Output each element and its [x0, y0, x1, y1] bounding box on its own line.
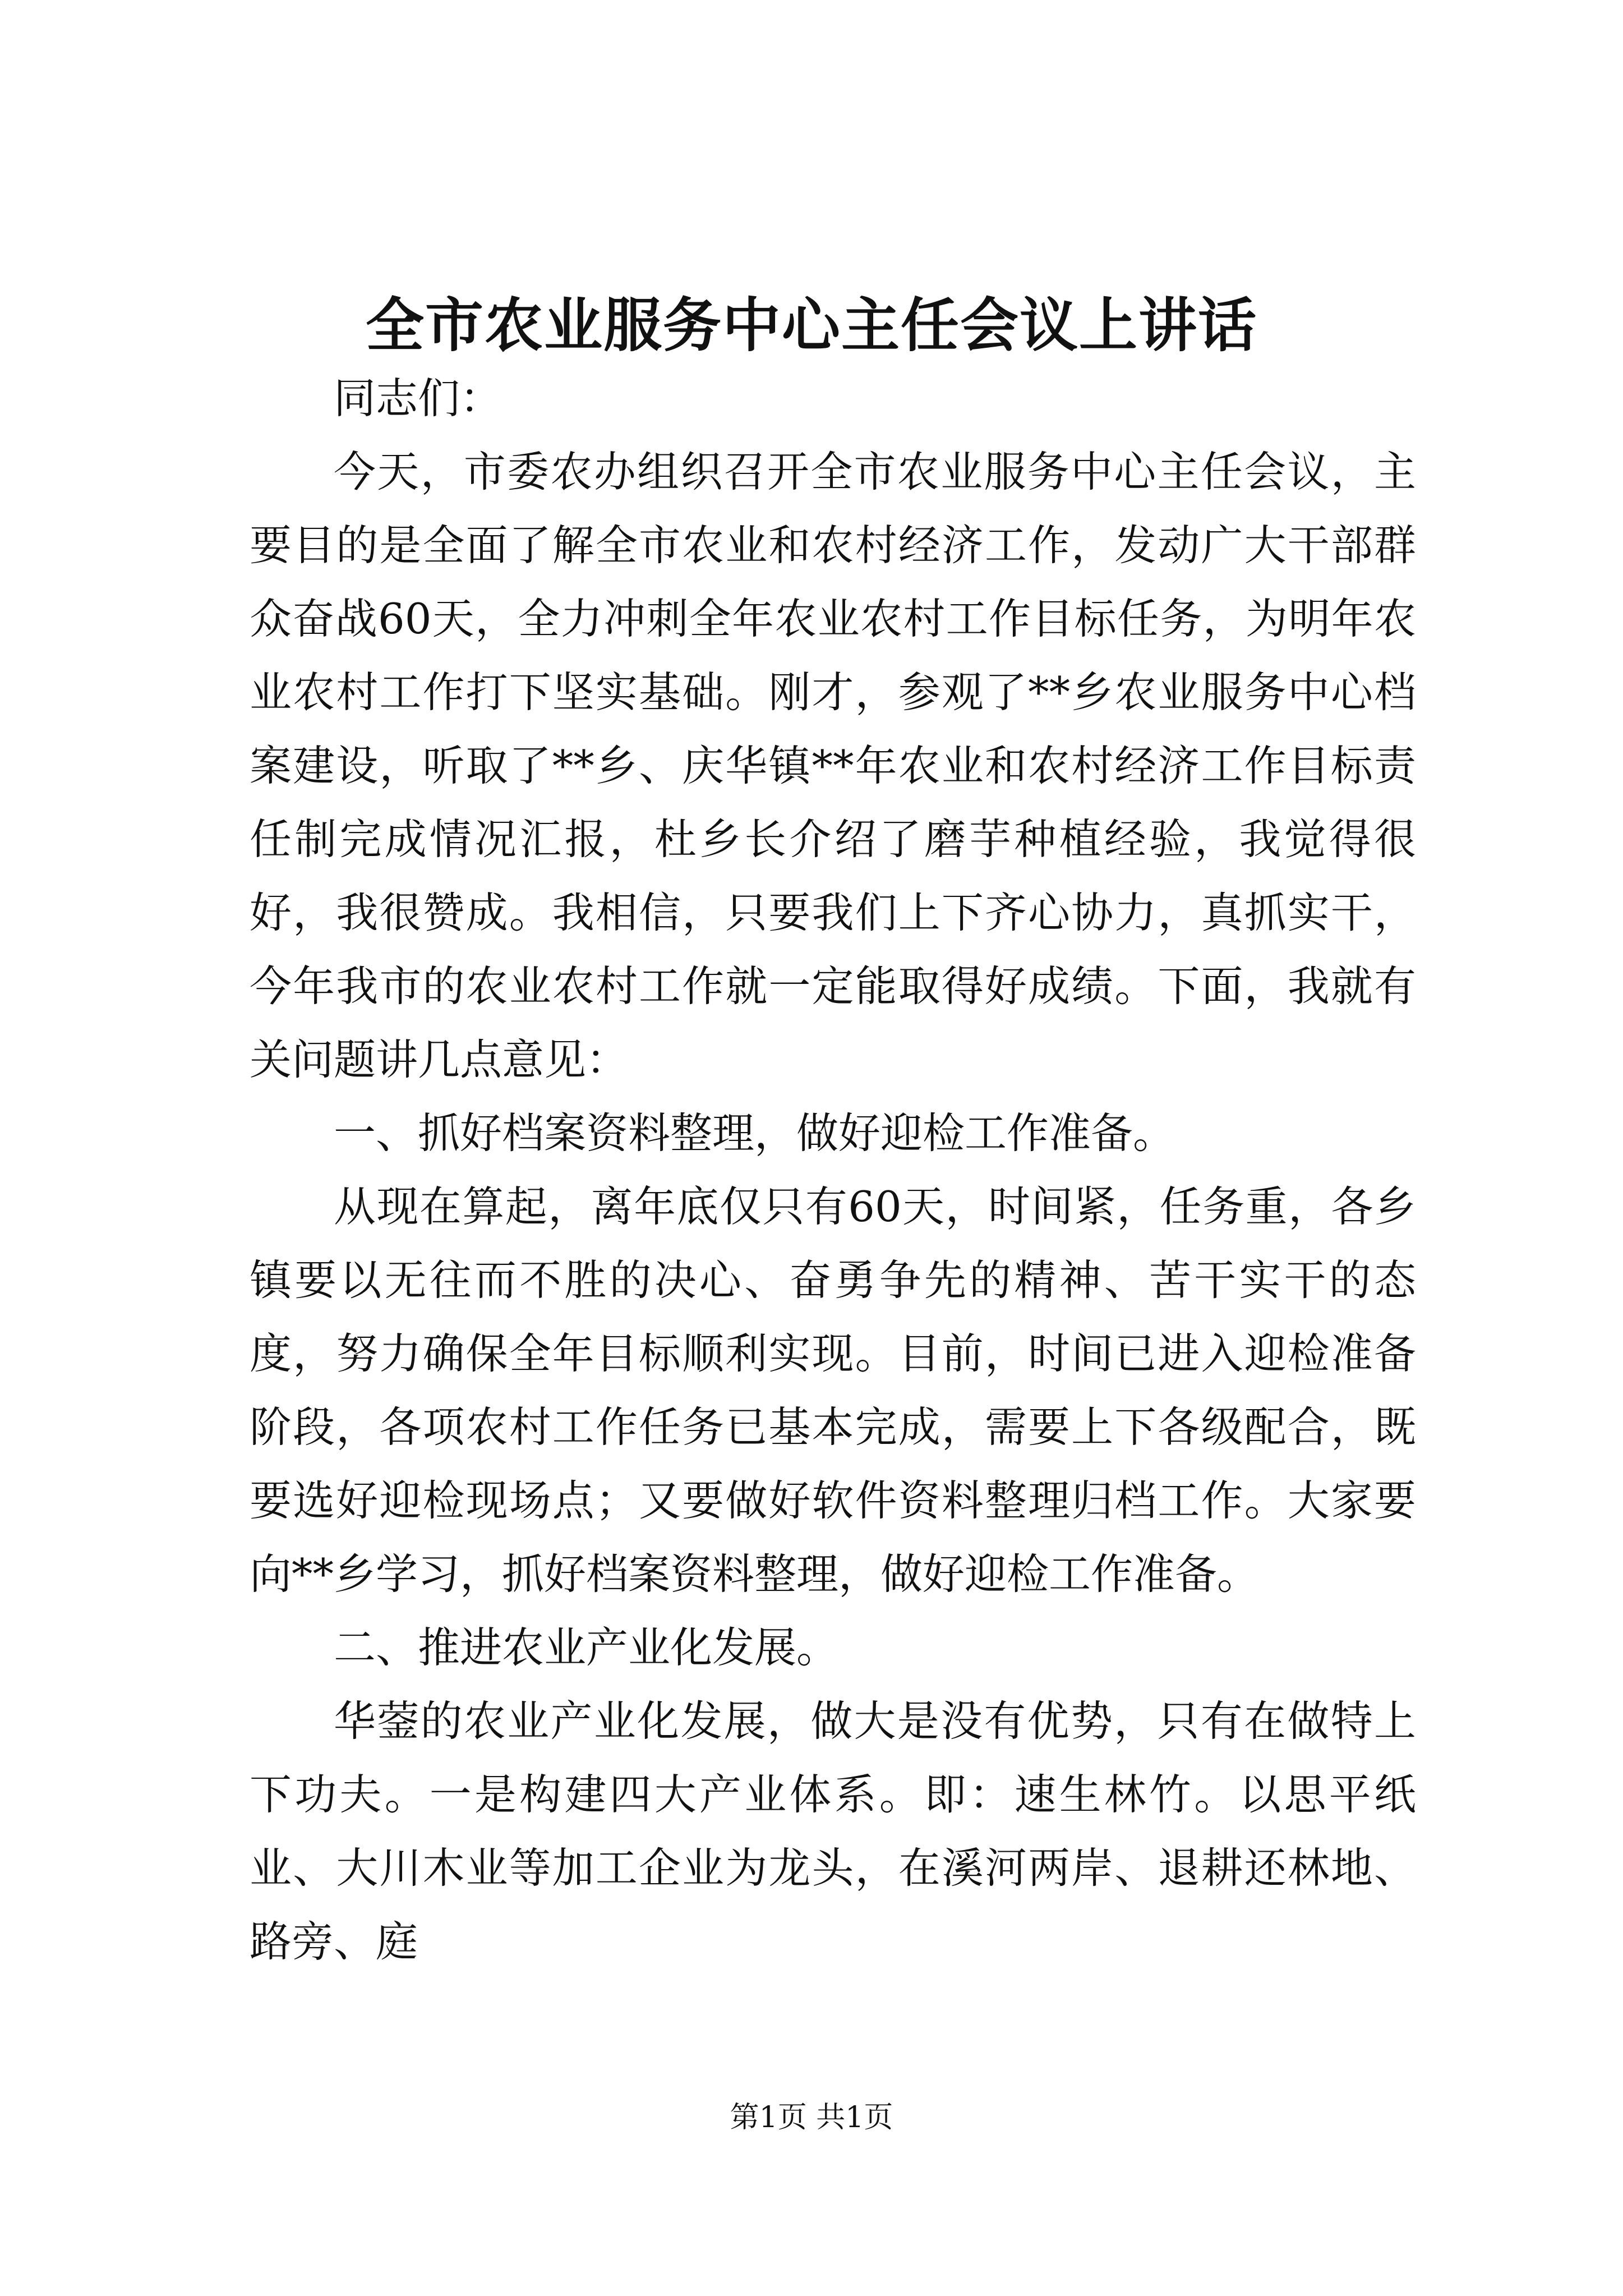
- greeting-paragraph: 同志们：: [334, 374, 502, 423]
- section-1-paragraph: 从现在算起，离年底仅只有60天，时间紧，任务重，各乡镇要以无往而不胜的决心、奋勇争先的精神、苦干实干的态度，努力确保全年目标顺利实现。目前，时间已进入迎检准备阶段，各项农村工作任务已基本完成，需要上下各级配合，既要选好迎检现场点；又要做好软件资料整理归档工作。大家要向**乡学习，抓好档案资料整理，做好迎检工作准备。: [250, 1182, 1416, 1599]
- document-title: 全市农业服务中心主任会议上讲话: [365, 291, 1257, 360]
- section-heading-1: 一、抓好档案资料整理，做好迎检工作准备。: [334, 1108, 1175, 1158]
- page-footer: 第1页 共1页: [730, 2101, 893, 2134]
- document-body: [250, 362, 1416, 1978]
- intro-paragraph: 今天，市委农办组织召开全市农业服务中心主任会议，主要目的是全面了解全市农业和农村经济工作，发动广大干部群众奋战60天，全力冲刺全年农业农村工作目标任务，为明年农业农村工作打下坚实基础。刚才，参观了**乡农业服务中心档案建设，听取了**乡、庆华镇**年农业和农村经济工作目标责任制完成情况汇报，杜乡长介绍了磨芋种植经验，我觉得很好，我很赞成。我相信，只要我们上下齐心协力，真抓实干，今年我市的农业农村工作就一定能取得好成绩。下面，我就有关问题讲几点意见：: [250, 447, 1416, 1084]
- section-heading-2: 二、推进农业产业化发展。: [334, 1623, 839, 1672]
- section-2-paragraph: 华蓥的农业产业化发展，做大是没有优势，只有在做特上下功夫。一是构建四大产业体系。即：速生林竹。以思平纸业、大川木业等加工企业为龙头，在溪河两岸、退耕还林地、路旁、庭: [250, 1696, 1416, 1966]
